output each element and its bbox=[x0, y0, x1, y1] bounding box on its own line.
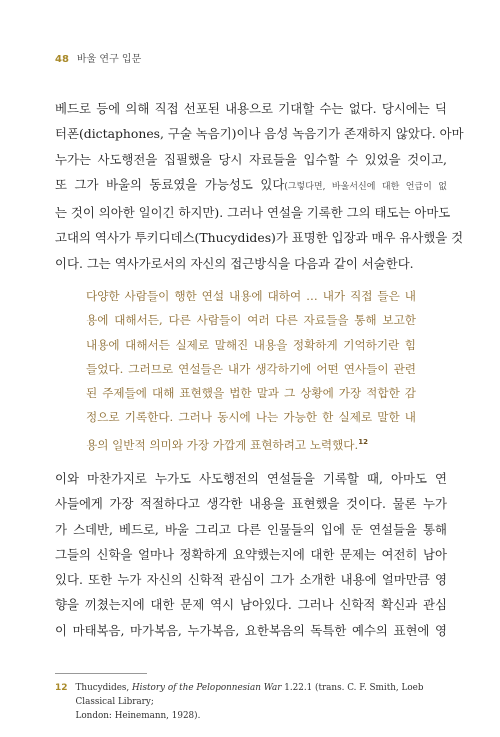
quote-line-text: 용의 일반적 의미와 가장 가깝게 표현하려고 노력했다. bbox=[86, 437, 359, 452]
text-line: 이와 마찬가지로 누가도 사도행전의 연설들을 기록할 때, 아마도 연 bbox=[55, 471, 447, 486]
footnote-number: 12 bbox=[55, 683, 68, 693]
parenthetical-note: (그렇다면, 바울서신에 대한 언급이 없 bbox=[284, 181, 447, 192]
quote-line: 다양한 사람들이 행한 연설 내용에 대하여 … 내가 직접 들은 내 bbox=[86, 289, 416, 303]
text-line: 베드로 등에 의해 직접 선포된 내용으로 기대할 수는 없다. 당시에는 딕 bbox=[55, 101, 447, 116]
quote-line: 들었다. 그러므로 연설들은 내가 생각하기에 어떤 연사들이 관련 bbox=[86, 361, 416, 376]
footnote-work-title: History of the Peloponnesian War bbox=[132, 683, 282, 693]
text-line: 사들에게 가장 적절하다고 생각한 내용을 표현했을 것이다. 물론 누가 bbox=[55, 496, 447, 512]
body-paragraph-2 bbox=[55, 466, 447, 643]
text-line bbox=[55, 172, 447, 200]
text-line-main: 또 그가 바울의 동료였을 가능성도 있다 bbox=[55, 176, 285, 192]
text-line: 있다. 또한 누가 자신의 신학적 관심이 그가 소개한 내용에 얼마만큼 영 bbox=[55, 572, 447, 588]
quote-line: 된 주제들에 대해 표현했을 법한 말과 그 상황에 가장 적합한 감 bbox=[86, 386, 416, 401]
footnote-citation: 1.22.1 (trans. C. F. Smith, Loeb Classical Library; bbox=[75, 683, 424, 707]
footnote-author: Thucydides, bbox=[75, 683, 133, 693]
text-line: 는 것이 의아한 일이긴 하지만). 그러나 연설을 기록한 그의 태도는 아마도 bbox=[55, 205, 451, 221]
footnote-reference[interactable]: 12 bbox=[358, 437, 368, 446]
footnote-divider bbox=[55, 673, 147, 674]
quote-line: 내용에 대해서든 실제로 말해진 내용을 정확하게 기억하기란 힘 bbox=[86, 337, 416, 352]
text-line: 그들의 신학을 얼마나 정확하게 요약했는지에 대한 문제는 여전히 남아 bbox=[55, 546, 447, 562]
block-quote bbox=[86, 284, 416, 457]
quote-line bbox=[86, 430, 416, 457]
text-line: 고대의 역사가 투키디데스(Thucydides)가 표명한 입장과 매우 유사했을 것 bbox=[55, 230, 464, 246]
footnote bbox=[55, 681, 455, 723]
quote-line: 정으로 기록한다. 그러나 동시에 나는 가능한 한 실제로 말한 내 bbox=[86, 410, 416, 425]
text-line: 이 마태복음, 마가복음, 누가복음, 요한복음의 독특한 예수의 표현에 영 bbox=[55, 622, 447, 638]
body-paragraph-1 bbox=[55, 96, 464, 276]
footnote-publisher: London: Heinemann, 1928). bbox=[75, 711, 201, 721]
text-line: 가 스데반, 베드로, 바울 그리고 다른 인물들의 입에 둔 연설들을 통해 bbox=[55, 521, 447, 537]
text-line: 이다. 그는 역사가로서의 자신의 접근방식을 다음과 같이 서술한다. bbox=[55, 255, 414, 271]
text-line: 향을 끼쳤는지에 대한 문제 역시 남아있다. 그러나 신학적 확신과 관심 bbox=[55, 597, 447, 613]
text-line: 누가는 사도행전을 집필했을 당시 자료들을 입수할 수 있었을 것이고, bbox=[55, 151, 447, 167]
quote-line: 용에 대해서든, 다른 사람들이 여러 다른 자료들을 통해 보고한 bbox=[86, 313, 416, 328]
running-title: 바울 연구 입문 bbox=[76, 54, 142, 65]
page-number: 48 bbox=[55, 54, 69, 65]
footnote-text bbox=[76, 681, 455, 723]
text-line: 터폰(dictaphones, 구술 녹음기)이나 음성 녹음기가 존재하지 않았다. 아마 bbox=[55, 126, 464, 142]
running-head bbox=[55, 50, 141, 65]
